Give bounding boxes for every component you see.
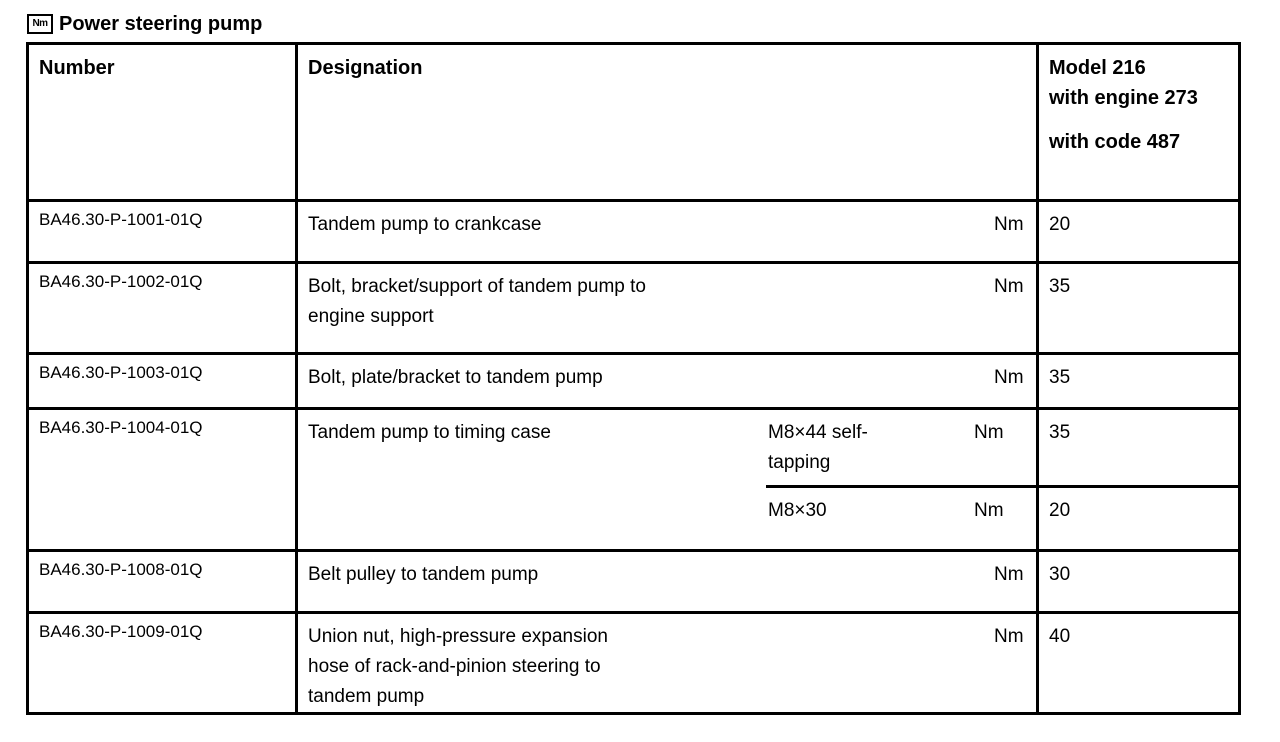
row-value: 35 20: [1038, 409, 1240, 551]
table-row: [28, 263, 1240, 354]
row-designation: Tandem pump to timing case M8×44 self-tapping Nm M8×30 Nm: [297, 409, 1038, 551]
row-unit: Nm: [994, 564, 1024, 585]
table-row: [28, 409, 1240, 551]
row-designation: Tandem pump to crankcase Nm: [297, 201, 1038, 263]
row-value: 20: [1038, 201, 1240, 263]
header-number: Number: [28, 44, 297, 201]
row-value: 35: [1038, 354, 1240, 409]
row-designation: Union nut, high-pressure expansion hose of rack-and-pinion steering to tandem pump Nm: [297, 613, 1038, 714]
header-model-line2: with engine 273: [1049, 87, 1198, 109]
row-unit: Nm: [974, 422, 1004, 443]
torque-table: [26, 42, 1241, 715]
row-unit: Nm: [994, 626, 1024, 647]
row-number: BA46.30-P-1004-01Q: [28, 409, 297, 551]
table-row: [28, 613, 1240, 714]
page-title-text: Power steering pump: [59, 12, 263, 35]
row-value: 30: [1038, 551, 1240, 613]
row-number: BA46.30-P-1008-01Q: [28, 551, 297, 613]
sub-spec: M8×30: [768, 500, 827, 521]
header-model-line1: Model 216: [1049, 57, 1146, 79]
row-value: 35: [1038, 263, 1240, 354]
header-designation: Designation: [297, 44, 1038, 201]
header-model: [1038, 44, 1240, 201]
row-number: BA46.30-P-1003-01Q: [28, 354, 297, 409]
header-model-line3: with code 487: [1049, 131, 1181, 153]
row-unit: Nm: [994, 367, 1024, 388]
sub-spec: M8×44 self-tapping: [768, 422, 868, 473]
row-designation: Belt pulley to tandem pump Nm: [297, 551, 1038, 613]
row-unit: Nm: [994, 214, 1024, 235]
row-number: BA46.30-P-1009-01Q: [28, 613, 297, 714]
table-row: [28, 201, 1240, 263]
page-title: [27, 12, 262, 36]
row-unit: Nm: [994, 276, 1024, 297]
table-row: [28, 354, 1240, 409]
table-header-row: [28, 44, 1240, 201]
row-number: BA46.30-P-1001-01Q: [28, 201, 297, 263]
torque-nm-icon: Nm: [27, 14, 53, 34]
row-number: BA46.30-P-1002-01Q: [28, 263, 297, 354]
row-unit: Nm: [974, 500, 1004, 521]
row-designation: Bolt, plate/bracket to tandem pump Nm: [297, 354, 1038, 409]
row-value: 40: [1038, 613, 1240, 714]
sub-row: [766, 488, 1036, 549]
table-row: [28, 551, 1240, 613]
row-designation: Bolt, bracket/support of tandem pump to engine support Nm: [297, 263, 1038, 354]
sub-row: [766, 410, 1036, 488]
